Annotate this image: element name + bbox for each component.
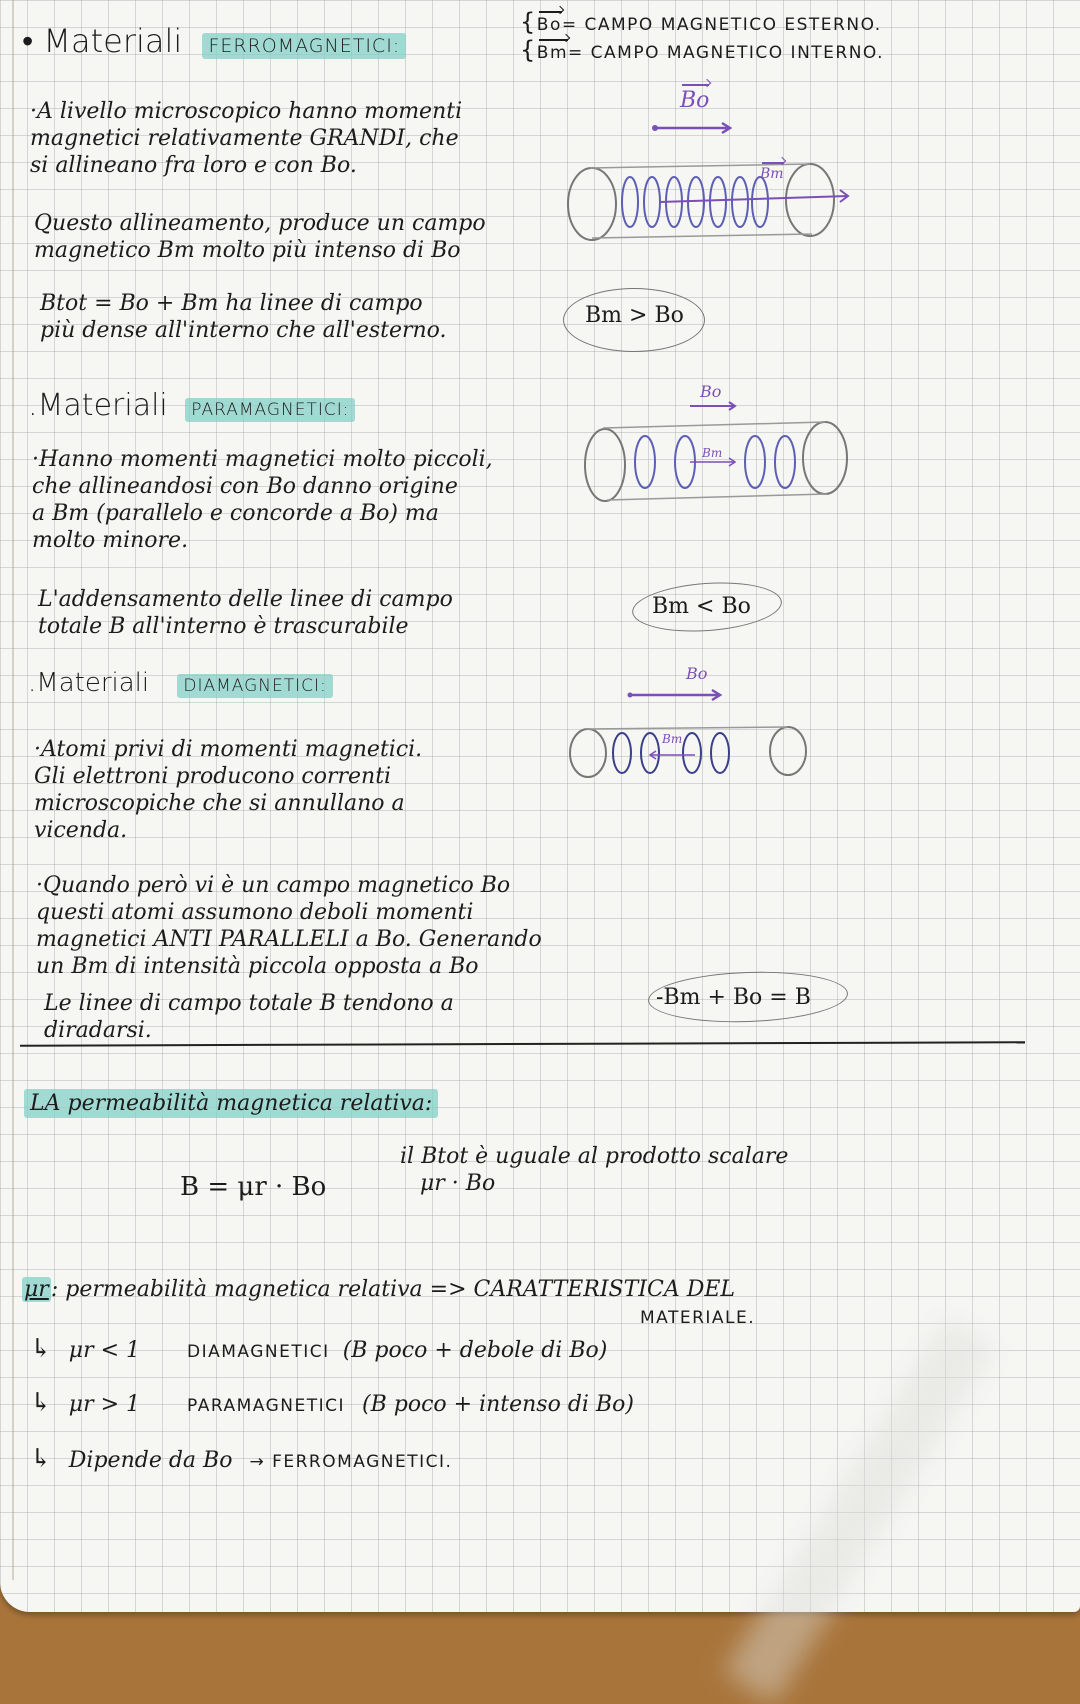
- dia-solenoid-diagram: [570, 685, 830, 775]
- text-line: magnetico Bm molto più intenso di Bo: [34, 238, 461, 263]
- ferro-diagram-bm-label: Bm: [760, 166, 784, 182]
- legend-bo-text: = CAMPO MAGNETICO ESTERNO.: [561, 15, 882, 35]
- text-line: Gli elettroni producono correnti: [34, 764, 392, 789]
- text-line: si allineano fra loro e con Bo.: [30, 153, 357, 178]
- bm-symbol: Bm: [536, 43, 569, 63]
- perm-case-dia: [30, 1336, 607, 1366]
- para-paragraph-1: [32, 446, 493, 554]
- dia-heading: [28, 668, 333, 698]
- dia-paragraph-1: [34, 736, 422, 844]
- text-line: che allineandosi con Bo danno origine: [32, 474, 458, 499]
- ferro-heading: [22, 22, 406, 60]
- para-diagram-bm-label: Bm: [702, 446, 723, 460]
- text-line: Btot = Bo + Bm ha linee di campo: [40, 291, 423, 316]
- text-line: Le linee di campo totale B tendono a: [44, 991, 454, 1016]
- dia-paragraph-2: [36, 872, 542, 980]
- para-heading-prefix: .Materiali: [28, 388, 168, 423]
- dia-diagram-bo-label: Bo: [686, 664, 708, 683]
- text-line: questi atomi assumono deboli momenti: [36, 900, 474, 925]
- dia-paragraph-3: [44, 990, 454, 1044]
- legend-bm: {Bm= CAMPO MAGNETICO INTERNO.: [520, 36, 885, 64]
- perm-heading-label: LA permeabilità magnetica relativa:: [24, 1089, 438, 1118]
- text-line: ·Quando però vi è un campo magnetico Bo: [36, 873, 511, 898]
- legend-bm-text: = CAMPO MAGNETICO INTERNO.: [568, 43, 885, 63]
- text-line: totale B all'interno è trascurabile: [38, 614, 409, 639]
- arrow-corner-icon: ↳: [30, 1444, 52, 1474]
- perm-definition-cont: MATERIALE.: [640, 1308, 756, 1328]
- case-type: → FERROMAGNETICI.: [249, 1452, 453, 1472]
- bo-symbol: Bo: [536, 15, 562, 35]
- text-line: a Bm (parallelo e concorde a Bo) ma: [32, 501, 439, 526]
- para-relation: Bm < Bo: [652, 594, 751, 619]
- para-diagram-bo-label: Bo: [700, 382, 722, 401]
- dia-diagram-bm-label: Bm: [662, 732, 683, 746]
- perm-formula: B = μr · Bo: [180, 1172, 327, 1202]
- para-heading-label: PARAMAGNETICI:: [185, 398, 355, 422]
- perm-definition: [22, 1276, 735, 1303]
- perm-case-ferro: [30, 1446, 452, 1476]
- legend-bo: {Bo= CAMPO MAGNETICO ESTERNO.: [520, 8, 882, 36]
- text-line: Questo allineamento, produce un campo: [34, 211, 486, 236]
- text-line: L'addensamento delle linee di campo: [38, 587, 453, 612]
- para-heading: [28, 388, 355, 423]
- para-paragraph-2: [38, 586, 453, 640]
- case-type: DIAMAGNETICI: [187, 1342, 330, 1362]
- ferro-paragraph-3: [40, 290, 447, 344]
- ferro-relation: Bm > Bo: [585, 303, 684, 328]
- text-line: il Btot è uguale al prodotto scalare: [400, 1144, 789, 1169]
- text-line: vicenda.: [34, 818, 128, 843]
- ferro-heading-label: FERROMAGNETICI:: [202, 33, 406, 59]
- text-line: un Bm di intensità piccola opposta a Bo: [36, 954, 479, 979]
- perm-case-para: [30, 1390, 634, 1420]
- para-solenoid-diagram: [585, 400, 865, 510]
- text-line: μr · Bo: [420, 1171, 496, 1196]
- case-type: PARAMAGNETICI: [187, 1396, 345, 1416]
- text-line: più dense all'interno che all'esterno.: [40, 318, 447, 343]
- text-line: microscopiche che si annullano a: [34, 791, 405, 816]
- arrow-corner-icon: ↳: [30, 1334, 52, 1364]
- arrow-corner-icon: ↳: [30, 1388, 52, 1418]
- page-margin: [12, 0, 14, 1580]
- case-note: (B poco + debole di Bo): [342, 1338, 608, 1363]
- perm-formula-note: [400, 1143, 788, 1197]
- case-condition: Dipende da Bo: [68, 1448, 233, 1473]
- text-line: ·A livello microscopico hanno momenti: [30, 99, 463, 124]
- dia-heading-label: DIAMAGNETICI:: [177, 674, 332, 698]
- case-note: (B poco + intenso di Bo): [362, 1392, 634, 1417]
- dia-relation: -Bm + Bo = B: [656, 985, 811, 1010]
- text-line: molto minore.: [32, 528, 189, 553]
- text-line: magnetici relativamente GRANDI, che: [30, 126, 459, 151]
- ferro-solenoid-diagram: [560, 118, 860, 268]
- text-line: magnetici ANTI PARALLELI a Bo. Generando: [36, 927, 542, 952]
- ferro-heading-prefix: • Materiali: [22, 22, 183, 60]
- ferro-diagram-bo-label: Bo: [680, 88, 710, 113]
- dia-heading-prefix: .Materiali: [28, 668, 150, 698]
- mu-r-symbol: μr: [24, 1277, 49, 1302]
- case-condition: μr < 1: [68, 1338, 141, 1363]
- definition-text: : permeabilità magnetica relativa => CARATTERISTICA DEL: [50, 1277, 736, 1302]
- case-condition: μr > 1: [68, 1392, 141, 1417]
- text-line: ·Hanno momenti magnetici molto piccoli,: [32, 447, 493, 472]
- text-line: ·Atomi privi di momenti magnetici.: [34, 737, 423, 762]
- perm-heading: [24, 1090, 438, 1116]
- light-glare: [723, 1316, 996, 1704]
- ferro-paragraph-1: [30, 98, 462, 179]
- ferro-paragraph-2: [34, 210, 486, 264]
- text-line: diradarsi.: [44, 1018, 152, 1043]
